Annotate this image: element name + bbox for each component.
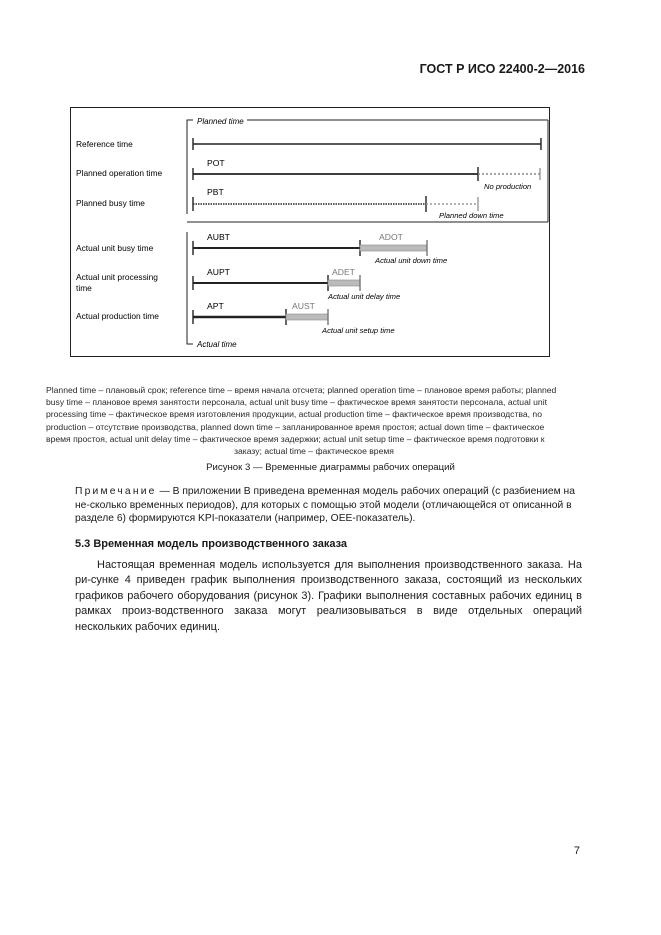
label-reference-time: Reference time bbox=[76, 139, 133, 149]
legend-line: время простоя, actual unit delay time – фактическое время задержки; actual unit setup time – фактическое время подготовки к bbox=[46, 433, 545, 444]
label-actual-processing-time-2: time bbox=[76, 283, 92, 293]
label-actual-production-time: Actual production time bbox=[76, 311, 159, 321]
label-actual-processing-time-1: Actual unit processing bbox=[76, 272, 158, 282]
label-actual-busy-time: Actual unit busy time bbox=[76, 243, 154, 253]
actual-time-tag: Actual time bbox=[197, 340, 237, 349]
pbt-tag: PBT bbox=[207, 187, 224, 197]
actual-delay-tag: Actual unit delay time bbox=[328, 292, 401, 301]
adot-tag: ADOT bbox=[379, 232, 403, 242]
actual-setup-tag: Actual unit setup time bbox=[322, 326, 395, 335]
section-title: 5.3 Временная модель производственного заказа bbox=[75, 538, 348, 550]
document-header: ГОСТ Р ИСО 22400-2—2016 bbox=[419, 62, 585, 76]
legend-line: busy time – плановое время занятости персонала, actual unit busy time – фактическое время занятости персонала, actual unit bbox=[46, 397, 548, 408]
aupt-tag: AUPT bbox=[207, 267, 230, 277]
legend-line: заказу; actual time – фактическое время bbox=[234, 446, 394, 457]
body-paragraph: Настоящая временная модель используется для выполнения производственного заказа. На ри-сунке 4 приведен график выполнения производственного заказа, состоящий из нескольких графиков рабочего оборудования (рисунок 3). Графики выполнения составных рабочих единиц в рамках произ-водственного заказа могут реализовываться в виде отдельных операций нескольких рабочих единиц. bbox=[75, 559, 582, 633]
actual-down-tag: Actual unit down time bbox=[375, 256, 448, 265]
planned-down-tag: Planned down time bbox=[439, 211, 504, 220]
figure-legend bbox=[46, 384, 582, 457]
time-diagram bbox=[71, 108, 551, 358]
legend-line: processing time – фактическое время изготовления продукции, actual production time – фактическое время производства, no bbox=[46, 409, 542, 420]
adet-tag: ADET bbox=[332, 267, 355, 277]
label-planned-busy-time: Planned busy time bbox=[76, 198, 145, 208]
legend-line: production – отсутствие производства, planned down time – запланированное время простоя; actual down time – фактическое bbox=[46, 421, 545, 432]
time-diagram-figure bbox=[70, 107, 550, 357]
aust-tag: AUST bbox=[292, 301, 315, 311]
no-production-tag: No production bbox=[484, 182, 532, 191]
label-planned-operation-time: Planned operation time bbox=[76, 168, 163, 178]
planned-time-tag: Planned time bbox=[197, 117, 244, 126]
aubt-tag: AUBT bbox=[207, 232, 230, 242]
page-number: 7 bbox=[573, 845, 580, 857]
legend-line: Planned time – плановый срок; reference time – время начала отсчета; planned operation time – плановое время работы; planned bbox=[46, 385, 557, 395]
pot-tag: POT bbox=[207, 158, 225, 168]
apt-tag: APT bbox=[207, 301, 224, 311]
note-paragraph bbox=[75, 485, 582, 526]
note-lead: Примечание bbox=[75, 486, 157, 497]
note-text: — В приложении В приведена временная модель рабочих операций (с разбиением на не-сколько временных периодов), для которых с помощью этой модели (отличающейся от описанной в разделе 6) формируются KPI-показатели (например, OEE-показатель). bbox=[75, 486, 575, 525]
figure-caption: Рисунок 3 — Временные диаграммы рабочих операций bbox=[206, 462, 455, 473]
